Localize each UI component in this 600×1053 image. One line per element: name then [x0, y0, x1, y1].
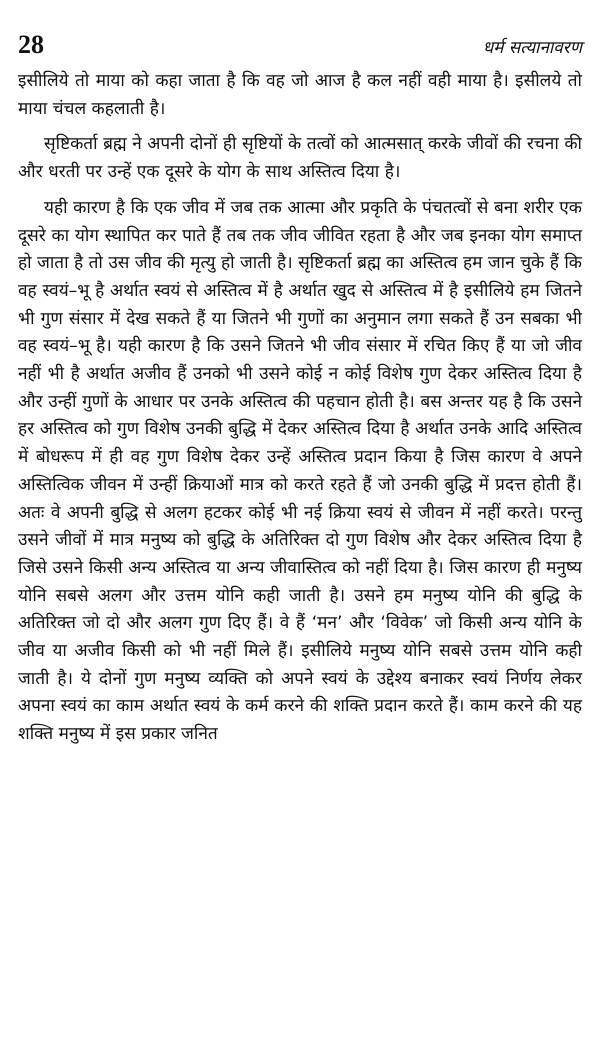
body-text	[18, 68, 582, 757]
paragraph: इसीलिये तो माया को कहा जाता है कि वह जो आज है कल नहीं वही माया है। इसीलये तो माया चंचल कहलाती है।	[18, 71, 582, 119]
paragraph: सृष्टिकर्ता ब्रह्म ने अपनी दोनों ही सृष्टियों के तत्वों को आत्मसात् करके जीवों की रचना की और धरती पर उन्हें एक दूसरे के योग के साथ अस्तित्व दिया है।	[18, 134, 582, 183]
page-number: 28	[18, 30, 44, 59]
page-header	[18, 30, 582, 64]
paragraph: यही कारण है कि एक जीव में जब तक आत्मा और प्रकृति के पंचतत्वों से बना शरीर एक दूसरे का योग स्थापित कर पाते हैं तब तक जीव जीवित रहता है और जब इनका योग समाप्त हो जाता है तो उस जीव की मृत्यु हो जाती है। सृष्टिकर्ता ब्रह्म का अस्तित्व हम जान चुके हैं कि वह स्वयं–भू है अर्थात स्वयं से अस्तित्व में है अर्थात खुद से अस्तित्व में है इसीलिये हम जितने भी गुण संसार में देख सकते हैं या जितने भी गुणों का अनुमान लगा सकते हैं उन सबका भी वह स्वयं–भू है। यही कारण है कि उसने जितने भी जीव संसार में रचित किए हैं या जो जीव नहीं भी है अर्थात अजीव हैं उनको भी उसने कोई न कोई विशेष गुण देकर अस्तित्व दिया है और उन्हीं गुणों के आधार पर उनके अस्तित्व की पहचान होती है। बस अन्तर यह है कि उसने हर अस्तित्व को गुण विशेष उनकी बुद्धि में देकर अस्तित्व दिया है अर्थात उनके आदि अस्तित्व में बोधरूप में ही वह गुण विशेष देकर उन्हें अस्तित्व प्रदान किया है जिस कारण वे अपने अस्तित्विक जीवन में उन्हीं क्रियाओं मात्र को करते रहते हैं जो उनकी बुद्धि में प्रदत्त होती हैं। अतः वे अपनी बुद्धि से अलग हटकर कोई भी नई क्रिया स्वयं से जीवन में नहीं करते। परन्तु उसने जीवों में मात्र मनुष्य को बुद्धि के अतिरिक्त दो गुण विशेष और देकर अस्तित्व दिया है जिसे उसने किसी अन्य अस्तित्व या अन्य जीवास्तित्व को नहीं दिया है। जिस कारण ही मनुष्य योनि सबसे अलग और उत्तम योनि कही जाती है। उसने हम मनुष्य योनि की बुद्धि के अतिरिक्त जो दो और अलग गुण दिए हैं। वे हैं ‘मन’ और ‘विवेक’ जो किसी अन्य योनि के जीव या अजीव किसी को भी नहीं मिले हैं। इसीलिये मनुष्य योनि सबसे उत्तम योनि कही जाती है। ये दोनों गुण मनुष्य व्यक्ति को अपने स्वयं के उद्देश्य बनाकर स्वयं निर्णय लेकर अपना स्वयं का काम अर्थात स्वयं के कर्म करने की शक्ति प्रदान करते हैं। काम करने की यह शक्ति मनुष्य में इस प्रकार जनित	[18, 197, 583, 745]
running-title: धर्म सत्यानावरण	[482, 38, 582, 58]
